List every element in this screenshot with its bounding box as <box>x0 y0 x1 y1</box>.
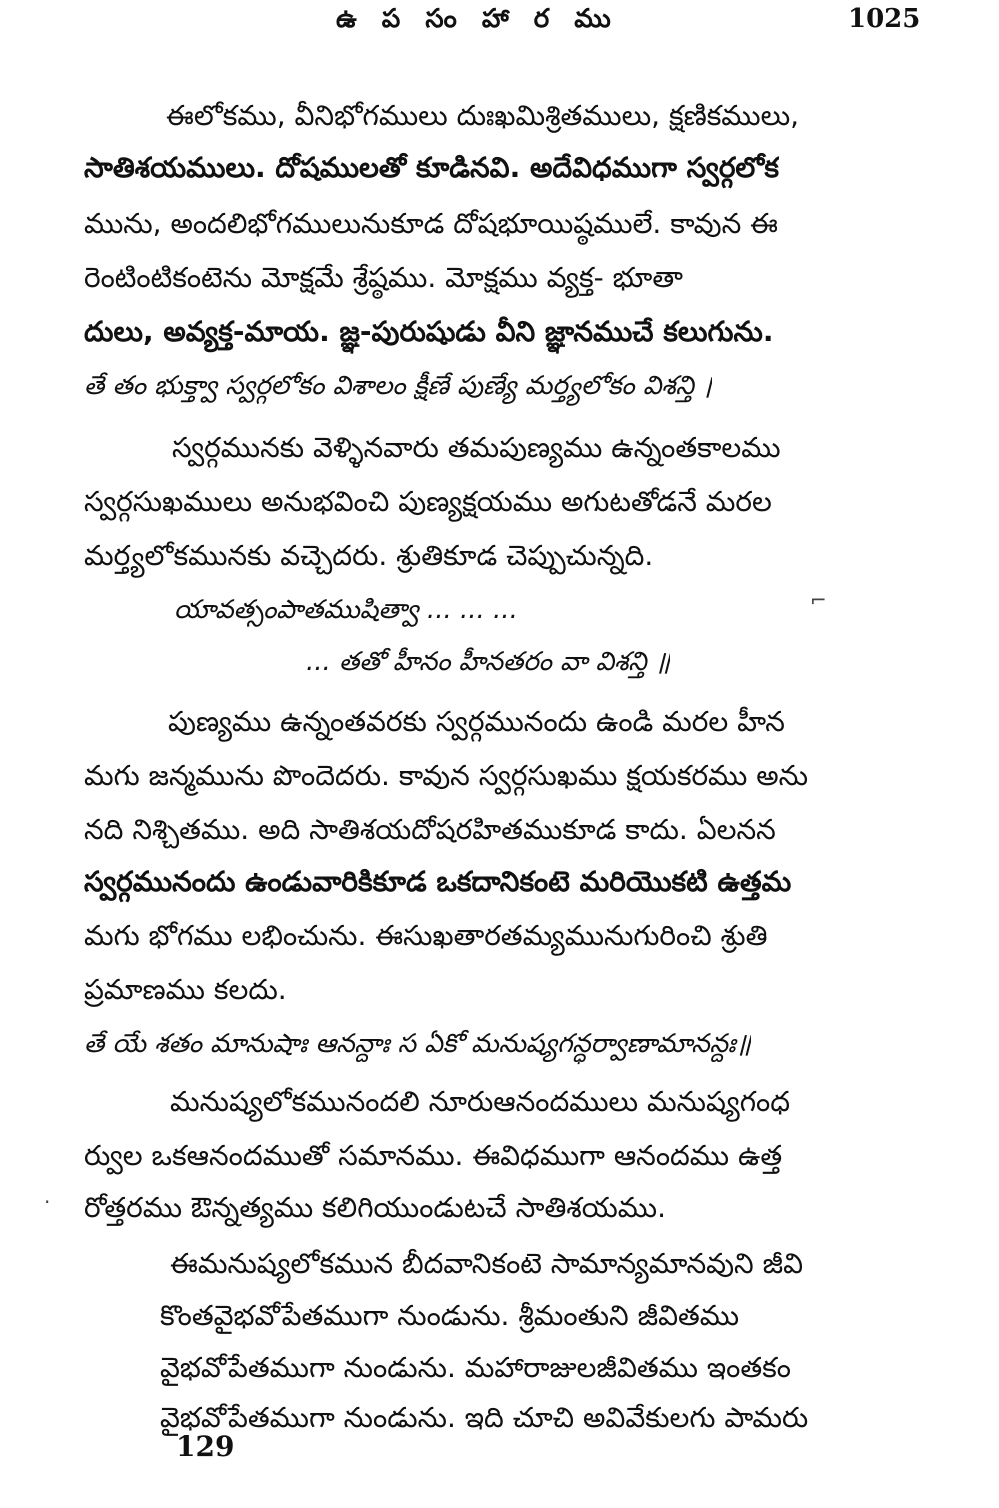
verse-line: యావత్సంపాతముషిత్వా ... ... ... <box>174 595 518 625</box>
text-line: నది నిశ్చితము. అది సాతిశయదోషరహితముకూడ కాదు. ఏలనన <box>84 813 776 846</box>
text-line: మగు భోగము లభించును. ఈసుఖతారతమ్యమునుగురించి శ్రుతి <box>84 919 768 952</box>
text-line: మర్త్యలోకమునకు వచ్చెదరు. శ్రుతికూడ చెప్పుచున్నది. <box>84 539 654 572</box>
text-line: వైభవోపేతముగా నుండును. మహారాజులజీవితము ఇంతకం <box>160 1351 791 1384</box>
text-line: కొంతవైభవోపేతముగా నుండును. శ్రీమంతుని జీవితము <box>160 1299 740 1332</box>
text-line: దులు, అవ్యక్త-మాయ. జ్ఞ-పురుషుడు వీని జ్ఞానముచే కలుగును. <box>84 315 774 348</box>
text-line: ఈలోకము, వీనిభోగములు దుఃఖమిశ్రితములు, క్షణికములు, <box>166 99 800 132</box>
page-header <box>0 4 999 44</box>
text-line: వైభవోపేతముగా నుండును. ఇది చూచి అవివేకులగు పామరు <box>160 1401 809 1434</box>
signature-mark: 129 <box>176 1430 235 1463</box>
chapter-title: ఉ ప సం హా ర ము <box>336 4 619 34</box>
margin-dot: · <box>44 1190 51 1214</box>
text-line: స్వర్గమునకు వెళ్ళినవారు తమపుణ్యము ఉన్నంతకాలము <box>172 431 781 464</box>
text-line: రెంటింటికంటెను మోక్షమే శ్రేష్ఠము. మోక్షము వ్యక్త- భూతా <box>84 261 683 294</box>
text-line: ర్వుల ఒకఆనందముతో సమానము. ఈవిధముగా ఆనందము ఉత్త <box>84 1139 783 1172</box>
verse-line: తే యే శతం మానుషాః ఆనన్దాః స ఏకో మనుష్యగన్ధర్వాణామానన్దః॥ <box>84 1029 752 1059</box>
page-number: 1025 <box>848 4 921 34</box>
text-line: పుణ్యము ఉన్నంతవరకు స్వర్గమునందు ఉండి మరల హీన <box>168 705 785 738</box>
text-line: స్వర్గమునందు ఉండువారికికూడ ఒకదానికంటె మరియొకటి ఉత్తమ <box>84 865 792 898</box>
text-line: మగు జన్మమును పొందెదరు. కావున స్వర్గసుఖము క్షయకరము అను <box>84 759 809 792</box>
text-line: ప్రమాణము కలదు. <box>84 973 287 1006</box>
text-line: స్వర్గసుఖములు అనుభవించి పుణ్యక్షయము అగుటతోడనే మరల <box>84 485 772 518</box>
margin-bracket: ⌐ <box>810 588 827 612</box>
verse-line: తే తం భుక్త్వా స్వర్గలోకం విశాలం క్షీణే పుణ్యే మర్త్యలోకం విశన్తి । <box>84 371 713 401</box>
text-line: ఈమనుష్యలోకమున బీదవానికంటె సామాన్యమానవుని జీవి <box>170 1247 803 1280</box>
verse-line: ... తతో హీనం హీనతరం వా విశన్తి ॥ <box>306 647 671 677</box>
text-line: సాతిశయములు. దోషములతో కూడినవి. అదేవిధముగా స్వర్గలోక <box>84 151 780 184</box>
text-line: మును, అందలిభోగములునుకూడ దోషభూయిష్ఠములే. కావున ఈ <box>84 207 778 240</box>
text-line: మనుష్యలోకమునందలి నూరుఆనందములు మనుష్యగంధ <box>170 1085 790 1118</box>
text-line: రోత్తరము ఔన్నత్యము కలిగియుండుటచే సాతిశయము. <box>84 1191 666 1224</box>
